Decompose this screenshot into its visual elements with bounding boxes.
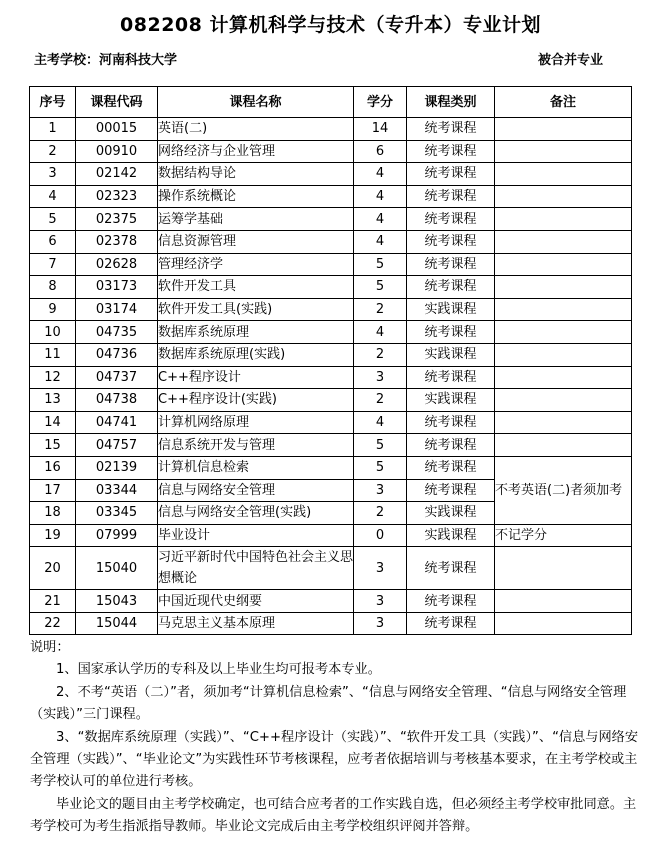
course-type: 实践课程 <box>407 502 495 525</box>
course-code: 04738 <box>76 389 158 412</box>
course-type: 统考课程 <box>407 590 495 613</box>
explanation-paragraph: 1、国家承认学历的专科及以上毕业生均可报考本专业。 <box>56 662 381 678</box>
course-credit: 4 <box>354 208 407 231</box>
course-type: 实践课程 <box>407 389 495 412</box>
course-name: 计算机信息检索 <box>158 456 354 479</box>
course-code: 02323 <box>76 185 158 208</box>
row-number: 8 <box>30 276 76 299</box>
table-row <box>30 612 632 635</box>
course-credit: 5 <box>354 434 407 457</box>
table-row <box>30 140 632 163</box>
course-credit: 2 <box>354 389 407 412</box>
course-credit: 14 <box>354 118 407 141</box>
course-type: 统考课程 <box>407 208 495 231</box>
course-code: 15044 <box>76 612 158 635</box>
course-type: 统考课程 <box>407 547 495 590</box>
course-note <box>495 140 632 163</box>
course-credit: 0 <box>354 524 407 547</box>
explanation-paragraph: 3、“数据库系统原理（实践）”、“C++程序设计（实践）”、“软件开发工具（实践）”、“信息与网络安全管理（实践）”、“毕业论文”为实践性环节考核课程，应考者依据培训与考核基本要求，在主考学校或主考学校认可的单位进行考核。 <box>30 729 639 790</box>
table-row <box>30 411 632 434</box>
course-code: 04737 <box>76 366 158 389</box>
course-note <box>495 590 632 613</box>
explanation-paragraph: 毕业论文的题目由主考学校确定，也可结合应考者的工作实践自选，但必须经主考学校审批同意。主考学校可为考生指派指导教师。毕业论文完成后由主考学校组织评阅并答辩。 <box>30 796 637 835</box>
column-header: 课程代码 <box>76 87 158 118</box>
course-code: 02375 <box>76 208 158 231</box>
merged-major-label: 被合并专业 <box>537 53 603 68</box>
course-type: 统考课程 <box>407 434 495 457</box>
course-code: 03345 <box>76 502 158 525</box>
course-credit: 6 <box>354 140 407 163</box>
course-name: 英语(二) <box>158 118 354 141</box>
row-number: 20 <box>30 547 76 590</box>
row-number: 15 <box>30 434 76 457</box>
row-number: 12 <box>30 366 76 389</box>
course-code: 00910 <box>76 140 158 163</box>
table-row <box>30 456 632 479</box>
course-credit: 2 <box>354 343 407 366</box>
course-credit: 4 <box>354 230 407 253</box>
row-number: 22 <box>30 612 76 635</box>
course-code: 02628 <box>76 253 158 276</box>
course-credit: 4 <box>354 321 407 344</box>
course-code: 00015 <box>76 118 158 141</box>
course-note <box>495 612 632 635</box>
row-number: 3 <box>30 163 76 186</box>
course-name: 数据库系统原理 <box>158 321 354 344</box>
row-number: 7 <box>30 253 76 276</box>
table-row <box>30 524 632 547</box>
column-header: 课程类别 <box>407 87 495 118</box>
course-note <box>495 230 632 253</box>
course-note <box>495 253 632 276</box>
row-number: 1 <box>30 118 76 141</box>
course-name: C++程序设计(实践) <box>158 389 354 412</box>
course-note: 不考英语(二)者须加考 <box>495 456 632 524</box>
course-code: 03174 <box>76 298 158 321</box>
course-name: 马克思主义基本原理 <box>158 612 354 635</box>
row-number: 14 <box>30 411 76 434</box>
host-school: 主考学校：河南科技大学 <box>34 53 178 68</box>
course-note <box>495 276 632 299</box>
course-note <box>495 208 632 231</box>
row-number: 2 <box>30 140 76 163</box>
course-type: 统考课程 <box>407 163 495 186</box>
table-row <box>30 343 632 366</box>
course-credit: 3 <box>354 366 407 389</box>
table-row <box>30 163 632 186</box>
course-code: 04757 <box>76 434 158 457</box>
row-number: 13 <box>30 389 76 412</box>
course-name: 操作系统概论 <box>158 185 354 208</box>
table-row <box>30 276 632 299</box>
table-row <box>30 118 632 141</box>
course-code: 15040 <box>76 547 158 590</box>
explanation-heading: 说明： <box>30 640 70 655</box>
page-title: 082208 计算机科学与技术（专升本）专业计划 <box>120 14 541 36</box>
course-name: 中国近现代史纲要 <box>158 590 354 613</box>
course-code: 07999 <box>76 524 158 547</box>
table-row <box>30 434 632 457</box>
course-type: 统考课程 <box>407 276 495 299</box>
course-code: 04741 <box>76 411 158 434</box>
course-name: 管理经济学 <box>158 253 354 276</box>
course-note <box>495 321 632 344</box>
course-name: 数据库系统原理(实践) <box>158 343 354 366</box>
table-row <box>30 230 632 253</box>
course-credit: 5 <box>354 456 407 479</box>
course-name: 信息与网络安全管理(实践) <box>158 502 354 525</box>
course-note: 不记学分 <box>495 524 632 547</box>
table-row <box>30 590 632 613</box>
row-number: 10 <box>30 321 76 344</box>
table-row <box>30 321 632 344</box>
row-number: 19 <box>30 524 76 547</box>
course-credit: 4 <box>354 411 407 434</box>
course-name: 信息系统开发与管理 <box>158 434 354 457</box>
course-code: 02142 <box>76 163 158 186</box>
table-header-row <box>30 87 632 118</box>
course-name: 信息与网络安全管理 <box>158 479 354 502</box>
column-header: 备注 <box>495 87 632 118</box>
course-name: 运筹学基础 <box>158 208 354 231</box>
row-number: 4 <box>30 185 76 208</box>
course-note <box>495 547 632 590</box>
row-number: 16 <box>30 456 76 479</box>
table-row <box>30 547 632 590</box>
course-note <box>495 366 632 389</box>
course-type: 统考课程 <box>407 366 495 389</box>
table-row <box>30 389 632 412</box>
course-name: 习近平新时代中国特色社会主义思想概论 <box>158 547 354 590</box>
column-header: 序号 <box>30 87 76 118</box>
course-type: 统考课程 <box>407 321 495 344</box>
course-note <box>495 163 632 186</box>
table-row <box>30 366 632 389</box>
course-name: 数据结构导论 <box>158 163 354 186</box>
course-code: 03344 <box>76 479 158 502</box>
course-type: 统考课程 <box>407 140 495 163</box>
table-row <box>30 185 632 208</box>
course-name: 软件开发工具 <box>158 276 354 299</box>
course-code: 02139 <box>76 456 158 479</box>
course-plan-table <box>29 86 632 635</box>
table-row <box>30 253 632 276</box>
course-code: 02378 <box>76 230 158 253</box>
table-row <box>30 208 632 231</box>
row-number: 11 <box>30 343 76 366</box>
course-note <box>495 118 632 141</box>
course-note <box>495 411 632 434</box>
course-code: 03173 <box>76 276 158 299</box>
row-number: 9 <box>30 298 76 321</box>
course-note <box>495 389 632 412</box>
course-type: 统考课程 <box>407 118 495 141</box>
course-type: 统考课程 <box>407 612 495 635</box>
course-credit: 5 <box>354 276 407 299</box>
course-note <box>495 343 632 366</box>
course-name: 毕业设计 <box>158 524 354 547</box>
course-type: 实践课程 <box>407 298 495 321</box>
course-type: 统考课程 <box>407 253 495 276</box>
course-note <box>495 185 632 208</box>
row-number: 18 <box>30 502 76 525</box>
course-credit: 3 <box>354 612 407 635</box>
course-name: 信息资源管理 <box>158 230 354 253</box>
course-credit: 2 <box>354 502 407 525</box>
course-type: 统考课程 <box>407 230 495 253</box>
row-number: 5 <box>30 208 76 231</box>
course-credit: 3 <box>354 547 407 590</box>
course-credit: 3 <box>354 590 407 613</box>
course-name: 计算机网络原理 <box>158 411 354 434</box>
row-number: 6 <box>30 230 76 253</box>
course-note <box>495 298 632 321</box>
course-credit: 4 <box>354 185 407 208</box>
course-credit: 2 <box>354 298 407 321</box>
course-type: 统考课程 <box>407 185 495 208</box>
column-header: 课程名称 <box>158 87 354 118</box>
course-note <box>495 434 632 457</box>
course-type: 实践课程 <box>407 524 495 547</box>
column-header: 学分 <box>354 87 407 118</box>
course-code: 04735 <box>76 321 158 344</box>
row-number: 21 <box>30 590 76 613</box>
course-credit: 4 <box>354 163 407 186</box>
course-type: 统考课程 <box>407 411 495 434</box>
course-type: 统考课程 <box>407 456 495 479</box>
row-number: 17 <box>30 479 76 502</box>
table-row <box>30 298 632 321</box>
course-credit: 5 <box>354 253 407 276</box>
course-name: C++程序设计 <box>158 366 354 389</box>
course-type: 统考课程 <box>407 479 495 502</box>
explanation-section <box>30 637 640 839</box>
explanation-paragraph: 2、不考“英语（二）”者，须加考“计算机信息检索”、“信息与网络安全管理、“信息与网络安全管理（实践）”三门课程。 <box>30 684 627 723</box>
course-code: 15043 <box>76 590 158 613</box>
course-code: 04736 <box>76 343 158 366</box>
course-credit: 3 <box>354 479 407 502</box>
course-name: 软件开发工具(实践) <box>158 298 354 321</box>
course-name: 网络经济与企业管理 <box>158 140 354 163</box>
course-type: 实践课程 <box>407 343 495 366</box>
